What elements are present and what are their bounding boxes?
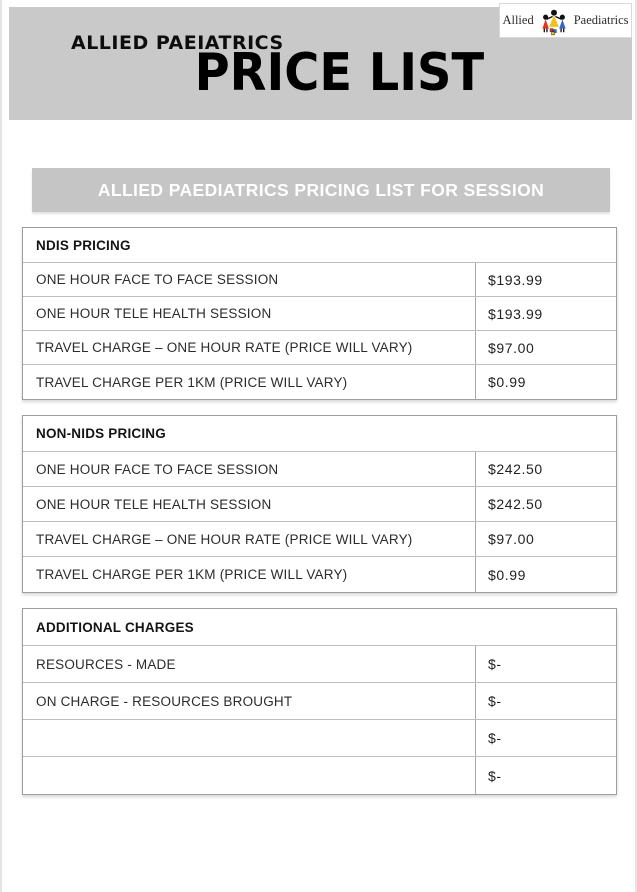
price-cell: $-: [488, 767, 502, 784]
children-family-icon: [539, 7, 569, 37]
table-header: NDIS PRICING: [23, 228, 616, 263]
item-label-cell: ONE HOUR TELE HEALTH SESSION: [23, 297, 476, 330]
item-label-cell: TRAVEL CHARGE PER 1KM (PRICE WILL VARY): [23, 365, 476, 399]
table-row: [23, 683, 616, 720]
price-cell: $-: [488, 730, 502, 746]
price-cell: $0.99: [488, 566, 527, 583]
item-label-cell: [23, 720, 476, 756]
item-label-cell: ON CHARGE - RESOURCES BROUGHT: [23, 683, 476, 719]
pricing-tables: [22, 227, 617, 795]
price-cell: $97.00: [488, 531, 535, 547]
price-cell: $242.50: [488, 496, 543, 512]
item-label-cell: ONE HOUR FACE TO FACE SESSION: [23, 452, 476, 486]
price-cell: $242.50: [488, 461, 543, 477]
additional-charges-table: [22, 608, 617, 795]
price-cell: $-: [488, 693, 502, 709]
item-label-cell: RESOURCES - MADE: [23, 646, 476, 682]
ndis-pricing-table: [22, 227, 617, 400]
item-label-cell: ONE HOUR TELE HEALTH SESSION: [23, 487, 476, 521]
table-row: [23, 720, 616, 757]
table-row: [23, 646, 616, 683]
item-label-cell: TRAVEL CHARGE PER 1KM (PRICE WILL VARY): [23, 557, 476, 592]
table-row: [23, 452, 616, 487]
price-cell: $193.99: [488, 271, 543, 288]
item-label-cell: TRAVEL CHARGE – ONE HOUR RATE (PRICE WILL VARY): [23, 522, 476, 556]
item-label-cell: ONE HOUR FACE TO FACE SESSION: [23, 263, 476, 296]
table-row: [23, 365, 616, 399]
price-cell: $-: [488, 656, 502, 672]
table-header: ADDITIONAL CHARGES: [23, 609, 616, 646]
table-header: NON-NIDS PRICING: [23, 416, 616, 452]
table-row: [23, 522, 616, 557]
price-cell: $0.99: [488, 374, 527, 390]
table-row: [23, 487, 616, 522]
table-row: [23, 331, 616, 365]
table-row: [23, 263, 616, 297]
table-row: [23, 297, 616, 331]
brand-name: ALLIED PAEIATRICS: [71, 32, 284, 54]
item-label-cell: TRAVEL CHARGE – ONE HOUR RATE (PRICE WILL VARY): [23, 331, 476, 364]
table-row: [23, 757, 616, 794]
page-title: PRICE LIST: [194, 43, 484, 103]
pricing-banner: ALLIED PAEDIATRICS PRICING LIST FOR SESSION: [32, 168, 610, 212]
item-label-cell: [23, 757, 476, 794]
table-row: [23, 557, 616, 592]
price-cell: $97.00: [488, 339, 535, 356]
logo-word-right: Paediatrics: [573, 13, 629, 27]
price-cell: $193.99: [488, 305, 543, 322]
non-nids-pricing-table: [22, 415, 617, 593]
logo-box: [499, 3, 632, 38]
logo-word-left: Allied: [502, 13, 534, 27]
